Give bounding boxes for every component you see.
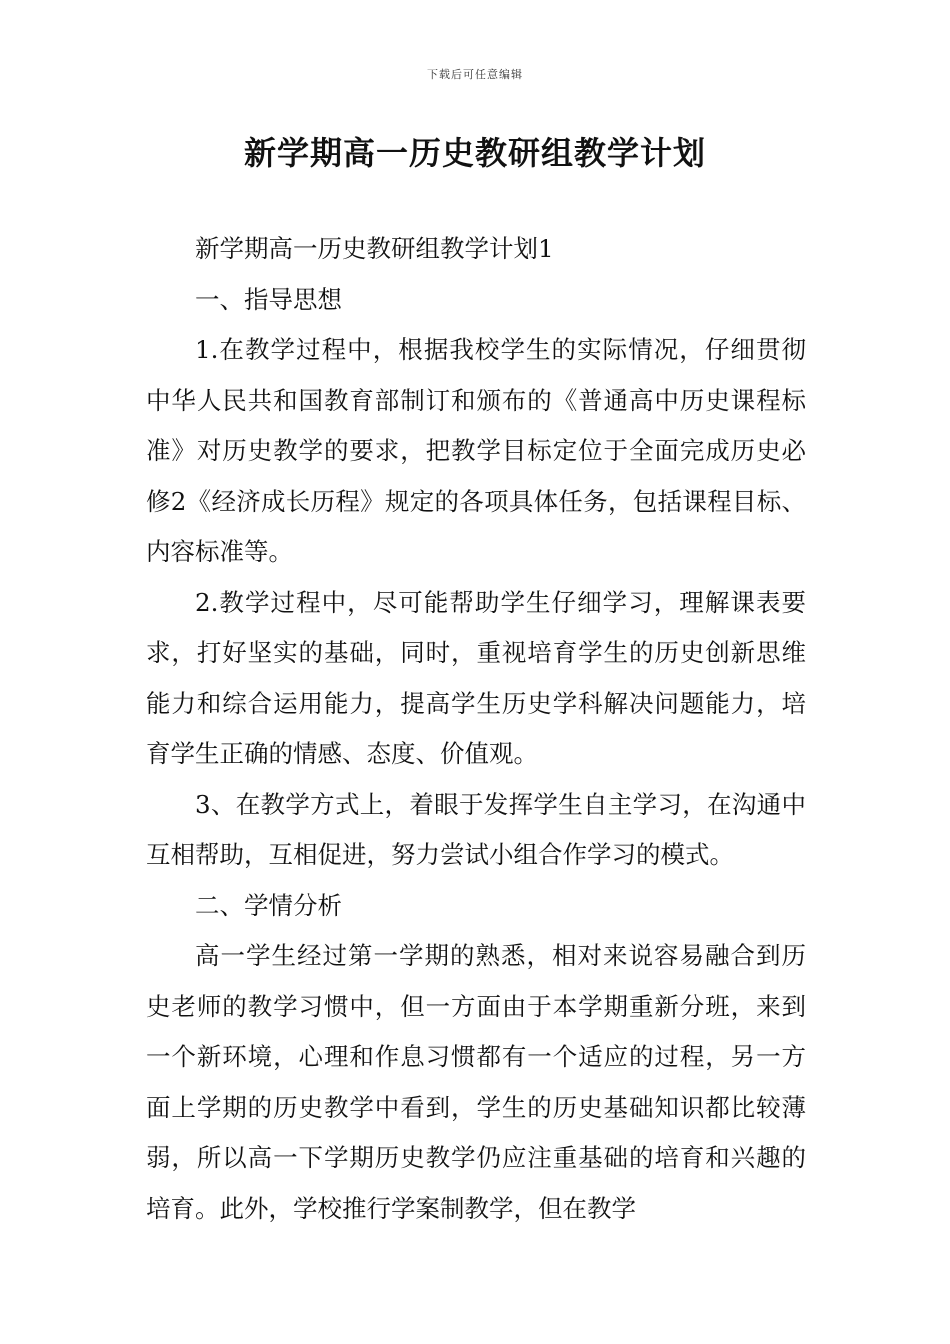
header-note: 下载后可任意编辑 — [427, 68, 523, 81]
section-heading-guiding-thought: 一、指导思想 — [195, 284, 342, 314]
paragraph-subtitle: 新学期高一历史教研组教学计划1 — [195, 234, 554, 263]
document-body — [146, 224, 806, 1234]
paragraph-point-1: 1.在教学过程中，根据我校学生的实际情况，仔细贯彻中华人民共和国教育部制订和颁布的《普通高中历史课程标准》对历史教学的要求，把教学目标定位于全面完成历史必修2《经济成长历程》规定的各项具体任务，包括课程目标、内容标准等。 — [146, 335, 806, 566]
document-title: 新学期高一历史教研组教学计划 — [243, 134, 706, 172]
paragraph-point-2: 2.教学过程中，尽可能帮助学生仔细学习，理解课表要求，打好坚实的基础，同时，重视培育学生的历史创新思维能力和综合运用能力，提高学生历史学科解决问题能力，培育学生正确的情感、态度、价值观。 — [146, 587, 806, 768]
paragraph-student-analysis: 高一学生经过第一学期的熟悉，相对来说容易融合到历史老师的教学习惯中，但一方面由于本学期重新分班，来到一个新环境，心理和作息习惯都有一个适应的过程，另一方面上学期的历史教学中看到，学生的历史基础知识都比较薄弱，所以高一下学期历史教学仍应注重基础的培育和兴趣的培育。此外，学校推行学案制教学，但在教学 — [146, 941, 806, 1223]
section-heading-student-analysis: 二、学情分析 — [195, 890, 342, 920]
paragraph-point-3: 3、在教学方式上，着眼于发挥学生自主学习，在沟通中互相帮助，互相促进，努力尝试小组合作学习的模式。 — [146, 789, 806, 869]
